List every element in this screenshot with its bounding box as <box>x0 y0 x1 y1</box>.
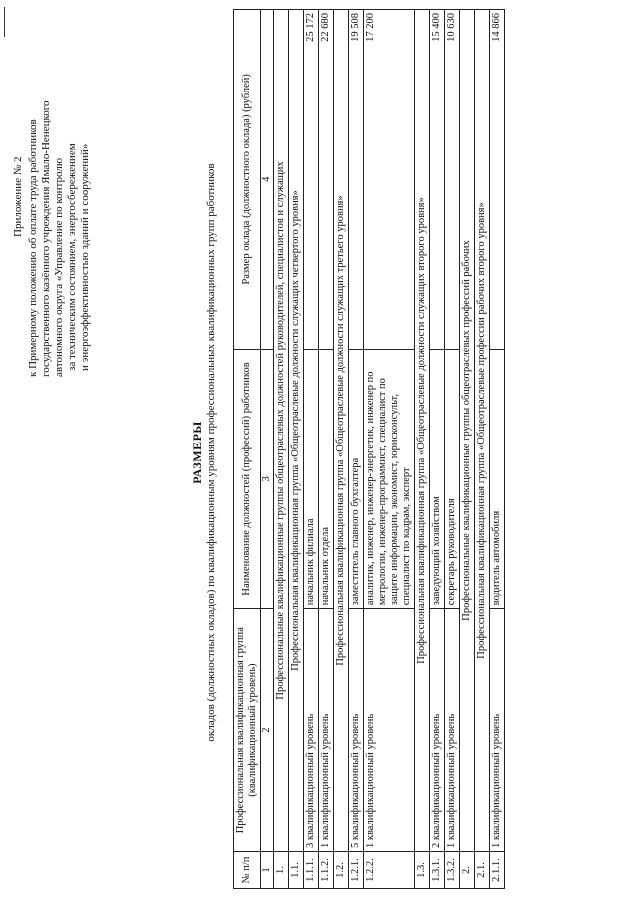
table-row <box>289 10 304 889</box>
appendix-line: государственного казённого учреждения Ямало-Ненецкого <box>40 100 52 377</box>
position-name: начальник филиала <box>304 349 319 609</box>
qualification-level: 2 квалификационный уровень <box>430 609 445 852</box>
row-number: 1.2. <box>334 852 349 889</box>
qualification-level: 3 квалификационный уровень <box>304 609 319 852</box>
table-row <box>364 10 415 889</box>
salary-table <box>233 9 505 889</box>
row-number: 1.3. <box>415 852 430 889</box>
header-salary: Размер оклада (должностного оклада) (рублей) <box>234 10 261 350</box>
salary-value: 15 400 <box>430 10 445 350</box>
position-name: аналитик, инженер, инженер-энергетик, инженер по метрологии, инженер-программист, специалист по защите информации, экономист, юрисконсульт, специалист по кадрам, эксперт <box>364 349 415 609</box>
qualification-level: 1 квалификационный уровень <box>445 609 460 852</box>
qualification-level: 5 квалификационный уровень <box>349 609 364 852</box>
table-row <box>304 10 319 889</box>
qualification-level: 1 квалификационный уровень <box>490 609 505 852</box>
salary-value: 19 508 <box>349 10 364 350</box>
appendix-line: и энергоэффективностью зданий и сооружений» <box>79 143 91 371</box>
table-row <box>430 10 445 889</box>
position-name: секретарь руководителя <box>445 349 460 609</box>
salary-value: 17 200 <box>364 10 415 350</box>
appendix-line: автономного округа «Управление по контролю <box>53 157 65 377</box>
header-position: Наименование должностей (профессий) работников <box>234 349 261 609</box>
row-number: 1.2.2. <box>364 852 415 889</box>
position-name: заместитель главного бухгалтера <box>349 349 364 609</box>
category-title: Профессиональные квалификационные группы общеотраслевых профессий рабочих <box>460 10 475 852</box>
salary-value: 22 680 <box>319 10 334 350</box>
appendix-block <box>12 17 92 377</box>
appendix-line: за техническим состоянием, энергосбережением <box>66 143 78 371</box>
row-number: 1.1.1. <box>304 852 319 889</box>
row-number: 2.1.1. <box>490 852 505 889</box>
position-name: начальник отдела <box>319 349 334 609</box>
row-number: 1.2.1. <box>349 852 364 889</box>
table-index-row <box>261 10 274 889</box>
row-number: 2.1. <box>475 852 490 889</box>
index-cell: 1 <box>261 852 274 889</box>
table-row <box>475 10 490 889</box>
salary-value: 10 630 <box>445 10 460 350</box>
table-row <box>490 10 505 889</box>
table-header-row <box>234 10 261 889</box>
qualification-level: 1 квалификационный уровень <box>364 609 415 852</box>
position-name: водитель автомобиля <box>490 349 505 609</box>
document-title: РАЗМЕРЫ <box>190 421 204 484</box>
row-number: 1.3.1. <box>430 852 445 889</box>
group-title: Профессиональная квалификационная группа «Общеотраслевые должности служащих второго уровня» <box>415 10 430 852</box>
qualification-level: 1 квалификационный уровень <box>319 609 334 852</box>
table-row <box>445 10 460 889</box>
table-row <box>415 10 430 889</box>
index-cell: 2 <box>261 609 274 852</box>
header-num: № п/п <box>234 852 261 889</box>
table-row <box>319 10 334 889</box>
appendix-title: Приложение № 2 <box>12 156 24 237</box>
table-row <box>460 10 475 889</box>
table-row <box>274 10 289 889</box>
position-name: заведующий хозяйством <box>430 349 445 609</box>
row-number: 1.3.2. <box>445 852 460 889</box>
group-title: Профессиональная квалификационная группа «Общеотраслевые должности служащих четвертого уровня» <box>289 10 304 852</box>
salary-value: 25 172 <box>304 10 319 350</box>
row-number: 1.1. <box>289 852 304 889</box>
scan-mark <box>4 7 5 37</box>
table-row <box>334 10 349 889</box>
row-number: 1.1.2. <box>319 852 334 889</box>
category-title: Профессиональные квалификационные группы общеотраслевых должностей руководителей, специалистов и служащих <box>274 10 289 852</box>
document-subtitle: окладов (должностных окладов) по квалификационным уровням профессиональных квалификационных групп работников <box>205 163 217 742</box>
index-cell: 4 <box>261 10 274 350</box>
appendix-line: к Примерному положению об оплате труда работников <box>27 119 39 377</box>
header-group: Профессиональная квалификационная группа (квалификационный уровень) <box>234 609 261 852</box>
salary-value: 14 866 <box>490 10 505 350</box>
table-row <box>349 10 364 889</box>
group-title: Профессиональная квалификационная группа «Общеотраслевые профессии рабочих второго уровня» <box>475 10 490 852</box>
group-title: Профессиональная квалификационная группа «Общеотраслевые должности служащих третьего уровня» <box>334 10 349 852</box>
row-number: 1. <box>274 852 289 889</box>
row-number: 2. <box>460 852 475 889</box>
index-cell: 3 <box>261 349 274 609</box>
